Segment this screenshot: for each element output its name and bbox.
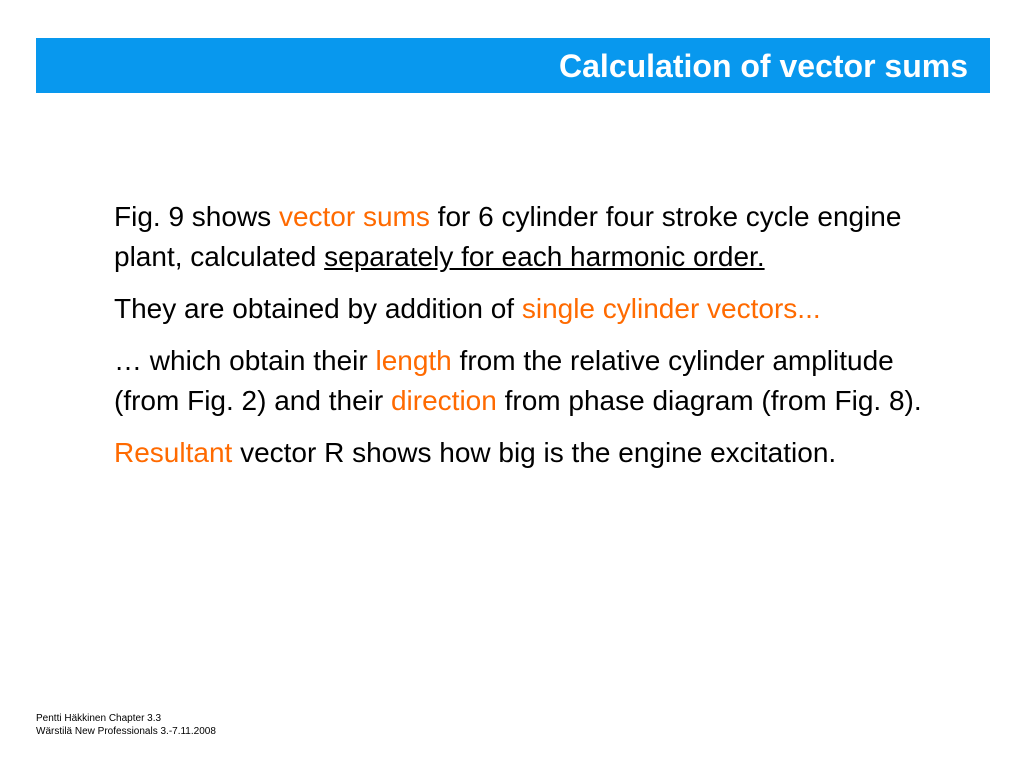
text-span: for 6 cylinder four stroke cycle engine plant, calculated — [114, 201, 902, 272]
paragraph-3 — [114, 341, 934, 421]
underlined-phrase: separately for each harmonic order. — [324, 241, 765, 272]
text-span: from phase diagram (from Fig. 8). — [496, 385, 922, 416]
paragraph-1 — [114, 197, 934, 277]
highlight-direction: direction — [390, 385, 497, 416]
title-bar — [36, 38, 990, 93]
text-span: They are obtained by addition of — [114, 293, 522, 324]
text-span: vector R shows how big is the engine excitation. — [232, 437, 837, 468]
footer-line-2: Wärstilä New Professionals 3.-7.11.2008 — [36, 726, 216, 737]
text-span: … which obtain their — [114, 345, 376, 376]
footer — [36, 712, 216, 738]
highlight-vector-sums: vector sums — [278, 201, 430, 232]
slide-body — [114, 197, 934, 485]
footer-line-1: Pentti Häkkinen Chapter 3.3 — [36, 713, 162, 724]
highlight-length: length — [375, 345, 452, 376]
text-span: Fig. 9 shows — [114, 201, 279, 232]
paragraph-4 — [114, 433, 934, 473]
slide-title: Calculation of vector sums — [559, 48, 968, 84]
highlight-single-cylinder-vectors: single cylinder vectors... — [521, 293, 821, 324]
text-span: from the relative cylinder amplitude (from Fig. 2) and their — [114, 345, 894, 416]
paragraph-2 — [114, 289, 934, 329]
highlight-resultant: Resultant — [114, 437, 233, 468]
